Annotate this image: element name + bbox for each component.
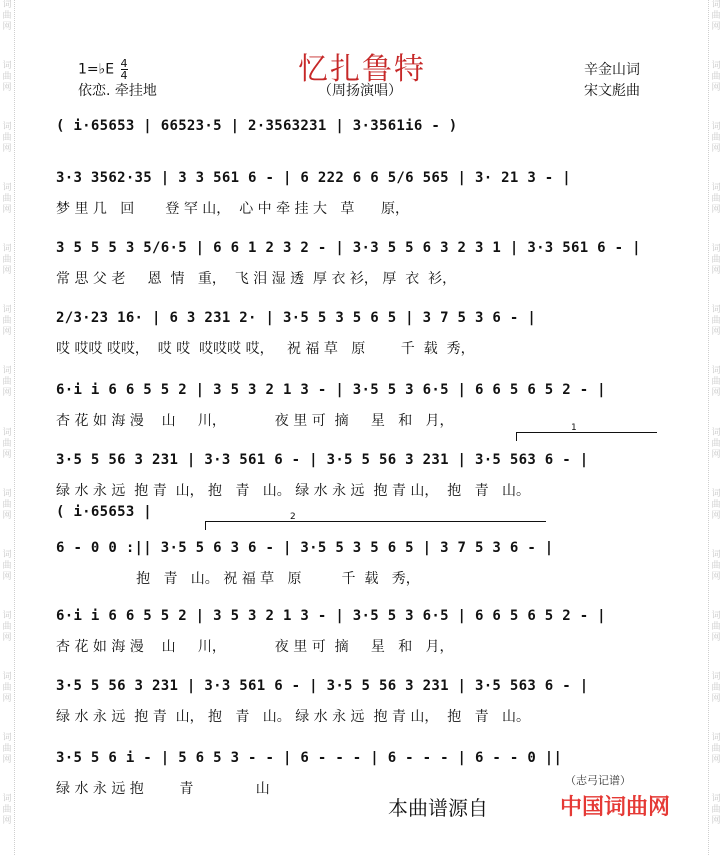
watermark-glyph: 曲 [2,11,12,21]
first-ending-number: 1 [571,423,577,433]
watermark-glyph: 网 [711,388,721,399]
watermark-glyph: 曲 [2,194,12,205]
time-signature [121,58,128,81]
notation-row: 3·5 5 56 3 231 | 3·3 561 6 - | 3·5 5 56 3 231 | 3·5 563 6 - | [56,678,589,694]
watermark-glyph: 曲 [2,377,12,388]
singer-credit: （周扬演唱） [318,83,402,99]
watermark-glyph: 网 [2,144,12,155]
lyric-row: 绿 水 永 远 抱 青 山， 抱 青 山。 绿 水 永 远 抱 青 山， 抱 青 山。 [56,483,530,499]
watermark-glyph: 网 [2,22,12,32]
watermark-glyph: 词 [2,671,12,682]
watermark-glyph: 曲 [2,682,12,693]
watermark-glyph: 曲 [2,72,12,83]
watermark-glyph: 网 [711,816,721,827]
watermark-glyph: 词 [711,427,721,438]
time-numerator: 4 [120,57,128,70]
notation-row: 3·5 5 56 3 231 | 3·3 561 6 - | 3·5 5 56 3 231 | 3·5 563 6 - | [56,452,589,468]
watermark-glyph: 网 [2,571,12,582]
watermark-glyph: 词 [711,549,721,560]
watermark-glyph: 曲 [711,560,721,571]
watermark-glyph: 网 [2,693,12,704]
watermark-glyph: 网 [711,266,721,277]
lyric-row: 杏 花 如 海 漫 山 川， 夜 里 可 摘 星 和 月， [56,413,454,429]
watermark-glyph: 词 [2,488,12,499]
watermark-glyph: 曲 [2,499,12,510]
watermark-glyph: 曲 [711,621,721,632]
watermark-glyph: 词 [711,61,721,72]
key-signature [78,58,128,81]
lyricist-credit: 辛金山词 [584,62,640,78]
watermark-glyph: 词 [711,0,721,10]
watermark-glyph: 曲 [2,133,12,144]
watermark-glyph: 网 [711,144,721,155]
watermark-glyph: 曲 [711,743,721,754]
watermark-glyph: 曲 [2,805,12,816]
watermark-glyph: 网 [711,22,721,32]
watermark-glyph: 词 [711,610,721,621]
watermark-glyph: 曲 [711,805,721,816]
watermark-glyph: 词 [2,0,12,10]
lyric-row: 抱 青 山。 祝 福 草 原 千 载 秀， [56,571,420,587]
watermark-glyph: 曲 [711,72,721,83]
watermark-glyph: 曲 [711,11,721,21]
watermark-glyph: 曲 [2,621,12,632]
watermark-glyph: 词 [711,488,721,499]
watermark-glyph: 网 [2,449,12,460]
watermark-glyph: 网 [711,632,721,643]
watermark-glyph: 网 [2,632,12,643]
notation-row: 2/3·23 16· | 6 3 231 2· | 3·5 5 3 5 6 5 | 3 7 5 3 6 - | [56,310,537,326]
watermark-glyph: 词 [711,366,721,377]
transcriber-credit: （志弓记谱） [565,774,631,787]
watermark-glyph: 网 [2,83,12,94]
watermark-glyph: 网 [2,816,12,827]
watermark-glyph: 曲 [711,316,721,327]
watermark-glyph: 网 [2,266,12,277]
watermark-glyph: 词 [711,183,721,194]
watermark-glyph: 曲 [2,743,12,754]
watermark-glyph: 曲 [711,377,721,388]
watermark-glyph: 词 [2,61,12,72]
lyric-row: 绿 水 永 远 抱 青 山 [56,781,270,797]
watermark-glyph: 词 [2,305,12,316]
watermark-glyph: 词 [2,610,12,621]
watermark-glyph: 曲 [2,255,12,266]
watermark-glyph: 曲 [711,255,721,266]
watermark-glyph: 词 [2,732,12,743]
site-brand: 中国词曲网 [560,795,671,820]
watermark-glyph: 曲 [2,560,12,571]
song-title: 忆扎鲁特 [298,52,426,87]
notation-row: ( i·65653 | 66523·5 | 2·3563231 | 3·3561i6 - ) [56,118,458,134]
watermark-glyph: 词 [711,305,721,316]
watermark-glyph: 词 [711,244,721,255]
watermark-glyph: 词 [711,732,721,743]
watermark-glyph: 网 [711,510,721,521]
lyric-row: 杏 花 如 海 漫 山 川， 夜 里 可 摘 星 和 月， [56,639,454,655]
notation-row: ( i·65653 | [56,504,153,520]
left-watermark-strip [0,0,15,855]
notation-row: 3·5 5 6 i - | 5 6 5 3 - - | 6 - - - | 6 - - - | 6 - - 0 || [56,750,563,766]
source-note: 本曲谱源自 [388,796,488,820]
watermark-glyph: 词 [2,244,12,255]
watermark-glyph: 网 [2,388,12,399]
watermark-glyph: 词 [2,794,12,805]
watermark-glyph: 词 [2,549,12,560]
lyric-row: 绿 水 永 远 抱 青 山， 抱 青 山。 绿 水 永 远 抱 青 山， 抱 青 山。 [56,709,530,725]
watermark-glyph: 网 [711,571,721,582]
watermark-glyph: 网 [711,327,721,338]
watermark-glyph: 曲 [711,194,721,205]
watermark-glyph: 词 [2,366,12,377]
tempo-marking: 依恋. 牵挂地 [78,83,157,99]
second-ending-number: 2 [290,512,296,522]
watermark-glyph: 词 [711,122,721,133]
watermark-glyph: 词 [711,794,721,805]
watermark-glyph: 曲 [711,438,721,449]
lyric-row: 常 思 父 老 恩 情 重， 飞 泪 湿 透 厚 衣 衫， 厚 衣 衫， [56,271,457,287]
notation-row: 3·3 3562·35 | 3 3 561 6 - | 6 222 6 6 5/6 565 | 3· 21 3 - | [56,170,571,186]
watermark-glyph: 网 [711,83,721,94]
first-ending-bracket [516,423,657,441]
watermark-glyph: 网 [711,693,721,704]
key-label: 1=♭E [78,61,115,78]
watermark-glyph: 网 [2,754,12,765]
watermark-glyph: 网 [2,205,12,216]
notation-row: 3 5 5 5 3 5/6·5 | 6 6 1 2 3 2 - | 3·3 5 5 6 3 2 3 1 | 3·3 561 6 - | [56,240,641,256]
watermark-glyph: 词 [2,183,12,194]
lyric-row: 哎 哎哎 哎哎， 哎 哎 哎哎哎 哎， 祝 福 草 原 千 载 秀， [56,341,475,357]
watermark-glyph: 词 [2,427,12,438]
watermark-glyph: 词 [711,671,721,682]
watermark-glyph: 曲 [2,438,12,449]
watermark-glyph: 词 [2,122,12,133]
watermark-glyph: 网 [711,449,721,460]
watermark-glyph: 曲 [711,499,721,510]
watermark-glyph: 网 [711,754,721,765]
watermark-glyph: 曲 [2,316,12,327]
watermark-glyph: 网 [711,205,721,216]
time-denominator: 4 [120,69,128,82]
composer-credit: 宋文彪曲 [584,83,640,99]
watermark-glyph: 网 [2,327,12,338]
notation-row: 6 - 0 0 :|| 3·5 5 6 3 6 - | 3·5 5 3 5 6 5 | 3 7 5 3 6 - | [56,540,554,556]
notation-row: 6·i i 6 6 5 5 2 | 3 5 3 2 1 3 - | 3·5 5 3 6·5 | 6 6 5 6 5 2 - | [56,608,606,624]
watermark-glyph: 网 [2,510,12,521]
notation-row: 6·i i 6 6 5 5 2 | 3 5 3 2 1 3 - | 3·5 5 3 6·5 | 6 6 5 6 5 2 - | [56,382,606,398]
watermark-glyph: 曲 [711,682,721,693]
lyric-row: 梦 里 几 回 登 罕 山， 心 中 牵 挂 大 草 原， [56,201,410,217]
right-watermark-strip [708,0,723,855]
watermark-glyph: 曲 [711,133,721,144]
second-ending-bracket [205,512,546,530]
